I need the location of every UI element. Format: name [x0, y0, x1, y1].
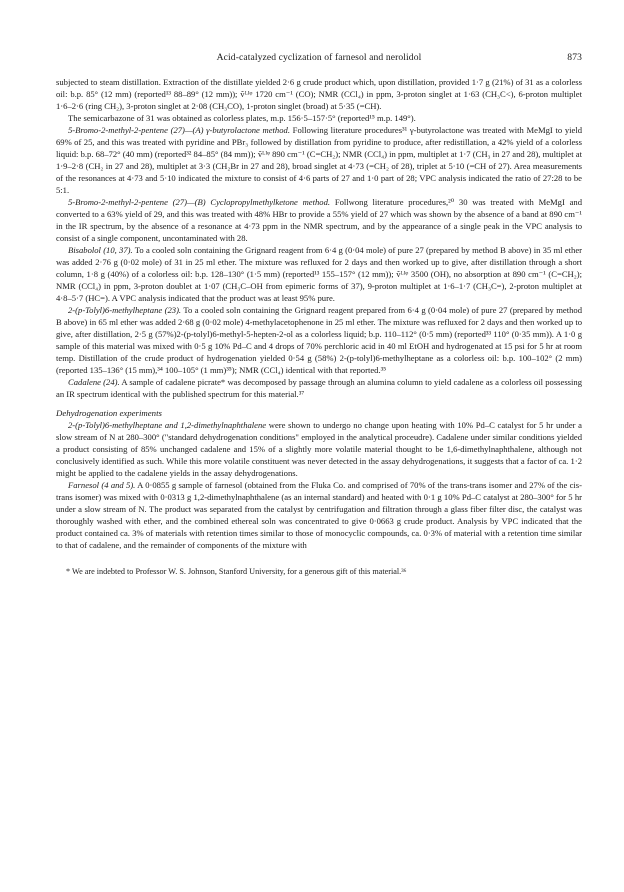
paragraph-text: The semicarbazone of 31 was obtained as colorless plates, m.p. 156·5–157·5° (reported¹⁵ m.p. 149°). [68, 113, 416, 123]
paragraph-text: were shown to undergo no change upon heating with 10% Pd–C catalyst for 5 hr under a slow stream of N at 280–300° ("standard dehydrogenation conditions" employed in the analytical proceudre). Cadalene under similar conditions yielded a product consisting of 85% unchanged cadalene and 15% of a slightly more volatile material thought to be 1,6-dimethylnaphthalene, although not conclusively identified as such. While this more volatile constituent was never detected in the assay dehydrogenations, it suggests that a factor of ca. 1·2 might be applied to the cadalene yields in the assay dehydrogenations. [56, 420, 583, 478]
paragraph-text: Follwong literature procedures,²⁰ 30 was treated with MeMgI and converted to a 63% yield of 29, and this was treated with 48% HBr to provide a 55% yield of 27 which was shown by the absence of a band at 890 cm⁻¹ in the IR spectrum, by the absence of a resonance at 4·73 ppm in the NMR spectrum, and by the appearance of a single peak in the VPC analysis to consist of a single component, uncontaminated with 28. [56, 197, 582, 243]
paragraph-text: To a cooled soln containing the Grignard reagent prepared from 6·4 g (0·04 mole) of pure 27 (prepared by method B above) in 65 ml ether was added 2·68 g (0·02 mole) 4-methylacetophenone in 25 ml ether. The mixture was refluxed for 2 days and then worked up to give, after distillation, 2·5 g (57%)2-(p-tolyl)6-methyl-5-hepten-2-ol as a colorless liquid; b.p. 110–112° (0·5 mm) (reported³³ 110° (0·35 mm)). A 1·0 g sample of this material was mixed with 0·5 g 10% Pd–C and 4 drops of 70% perchloric acid in 40 ml EtOH and hydrogenated at 15 psi for 5 hr at room temp. Distillation of the crude product of hydrogenation yielded 0·54 g (58%) 2-(p-tolyl)6-methylheptane as a colorless oil: b.p. 100–102° (2 mm) (reported 135–136° (15 mm),³⁴ 100–105° (1 mm)³⁵); NMR (CCl₄) identical with that reported.³⁵ [56, 305, 582, 375]
paragraph-p1 [56, 76, 582, 112]
footnote: * We are indebted to Professor W. S. Johnson, Stanford University, for a generous gift of this material.³⁶ [66, 567, 407, 576]
paragraph-p2 [56, 112, 582, 124]
paragraph-lead: 5-Bromo-2-methyl-2-pentene (27)—(A) γ-butyrolactone method. [68, 125, 290, 135]
paragraph-p3 [56, 124, 582, 196]
running-title: Acid-catalyzed cyclization of farnesol and nerolidol [216, 52, 422, 63]
paragraph-p9 [56, 479, 582, 551]
paragraph-lead: Farnesol (4 and 5). [68, 480, 136, 490]
paragraph-p5 [56, 244, 582, 304]
paragraph-p4 [56, 196, 582, 244]
paragraph-lead: 2-(p-Tolyl)6-methylheptane and 1,2-dimethylnaphthalene [68, 420, 267, 430]
journal-page [56, 52, 582, 577]
paragraph-text: Following literature procedures³¹ γ-butyrolactone was treated with MeMgI to yield 69% of 25, and this was treated with pyridine and PBr₃ followed by distillation from pyridine to produce, after redistillation, a 42% yield of a colorless liquid: b.p. 68–72° (40 mm) (reported³² 84–85° (84 mm)); ṽᴸᴵᵠ 890 cm⁻¹ (C=CH₂); NMR (CCl₄) in ppm, multiplet at 1·7 (CH₃ in 27 and 28), multiplet at 1·9–2·8 (CH₂ in 27 and 28), multiplet at 3·3 (CH₂Br in 27 and 28), broad singlet at 4·73 (=CH₂ of 28), triplet at 5·10 (=CH of 27). Area measurements of the resonances at 4·73 and 5·10 indicated the mixture to consist of 4·6 parts of 27 and 1·0 part of 28; VPC analysis indicated the ratio of 27:28 to be 5:1. [56, 125, 582, 195]
paragraph-text: subjected to steam distillation. Extraction of the distillate yielded 2·6 g crude product which, upon distillation, provided 1·7 g (21%) of 31 as a colorless oil: b.p. 85° (12 mm) (reported¹³ 88–89° (12 mm)); ṽᴸᴵᵠ 1720 cm⁻¹ (CO); NMR (CCl₄) in ppm, 3-proton singlet at 1·63 (CH₃C<), 6-proton multiplet 1·6–2·6 (ring CH₂), 3-proton singlet at 2·08 (CH₃CO), 1-proton singlet (broad) at 5·35 (=CH). [56, 77, 582, 111]
paragraph-p8 [56, 419, 582, 479]
page-number: 873 [567, 52, 582, 63]
paragraph-text: A sample of cadalene picrate* was decomposed by passage through an alumina column to yield cadalene as a colorless oil possessing an IR spectrum identical with the published spectrum for this material.³⁷ [56, 377, 582, 399]
paragraph-p6 [56, 304, 582, 376]
running-header [56, 52, 582, 66]
paragraph-text: To a cooled soln containing the Grignard reagent from 6·4 g (0·04 mole) of pure 27 (prepared by method B above) in 35 ml ether was added 2·76 g (0·02 mole) of 31 in 25 ml ether. The mixture was refluxed for 2 days and then worked up to give, after distillation through a short column, 1·8 g (40%) of a colorless oil: b.p. 128–130° (1·5 mm) (reported¹³ 155–157° (12 mm)); ṽᴸᴵᵠ 3500 (OH), no absorption at 890 cm⁻¹ (C=CH₂); NMR (CCl₄) in ppm, 3-proton doublet at 1·07 (CH₃C–OH from epimeric forms of 37), 9-proton multiplet at 1·6–1·7 (CH₃C=), 2-proton multiplet at 4·8–5·7 (HC=). A VPC analysis indicated that the product was at least 95% pure. [56, 245, 583, 303]
paragraph-lead: Bisabolol (10, 37). [68, 245, 133, 255]
paragraph-p7 [56, 376, 582, 400]
section-heading: Dehydrogenation experiments [56, 408, 162, 418]
paragraph-lead: 5-Bromo-2-methyl-2-pentene (27)—(B) Cyclopropylmethylketone method. [68, 197, 331, 207]
paragraph-lead: Cadalene (24). [68, 377, 120, 387]
paragraph-text: A 0·0855 g sample of farnesol (obtained from the Fluka Co. and comprised of 70% of the trans-trans isomer and 27% of the cis-trans isomer) was mixed with 0·0313 g 1,2-dimethylnaphthalene (as an internal standard) and heated with 0·1 g 10% Pd–C catalyst at 280–300° for 5 hr under a slow stream of N. The product was separated from the catalyst by centrifugation and filtration through a glass fiber filter disc, the catalyst was thoroughly washed with ether, and the combined ethereal soln was concentrated to give 0·0663 g crude product. Analysis by VPC indicated that the product contained ca. 3% of materials with retention times similar to those of monocyclic compounds, ca. 0·3% of material with a retention time similar to that of cadalene, and the remainder of components of the mixture with [56, 480, 582, 550]
paragraph-lead: 2-(p-Tolyl)6-methylheptane (23). [68, 305, 182, 315]
body-text [56, 76, 582, 551]
